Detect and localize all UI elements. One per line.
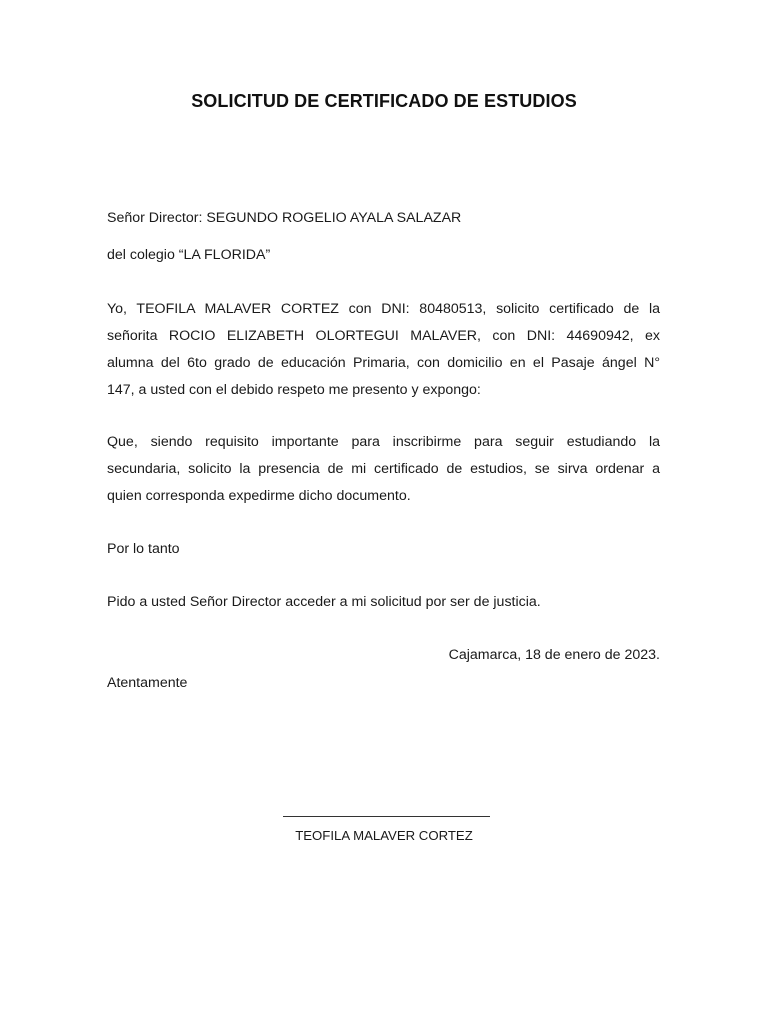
school-line: del colegio “LA FLORIDA”	[107, 247, 271, 263]
paragraph-request-intro	[107, 296, 660, 404]
paragraph-request-reason	[107, 429, 660, 510]
paragraph-line: 147, a usted con el debido respeto me presento y expongo:	[107, 382, 481, 398]
paragraph-line: señorita ROCIO ELIZABETH OLORTEGUI MALAVER, con DNI: 44690942, ex	[107, 328, 660, 344]
paragraph-line: alumna del 6to grado de educación Primaria, con domicilio en el Pasaje ángel N°	[107, 355, 660, 371]
document-title: SOLICITUD DE CERTIFICADO DE ESTUDIOS	[191, 91, 577, 111]
signature-name: TEOFILA MALAVER CORTEZ	[295, 828, 473, 843]
closing-text: Atentamente	[107, 675, 188, 691]
place-and-date: Cajamarca, 18 de enero de 2023.	[448, 647, 660, 663]
paragraph-line: quien corresponda expedirme dicho documento.	[107, 488, 411, 504]
paragraph-line: secundaria, solicito la presencia de mi certificado de estudios, se sirva ordenar a	[107, 461, 660, 477]
paragraph-line: Yo, TEOFILA MALAVER CORTEZ con DNI: 80480513, solicito certificado de la	[107, 301, 660, 317]
signature-line	[283, 816, 490, 817]
paragraph-line: Que, siendo requisito importante para inscribirme para seguir estudiando la	[107, 434, 660, 450]
por-lo-tanto: Por lo tanto	[107, 541, 180, 557]
request-sentence: Pido a usted Señor Director acceder a mi solicitud por ser de justicia.	[107, 594, 541, 610]
addressee-line: Señor Director: SEGUNDO ROGELIO AYALA SALAZAR	[107, 210, 462, 226]
